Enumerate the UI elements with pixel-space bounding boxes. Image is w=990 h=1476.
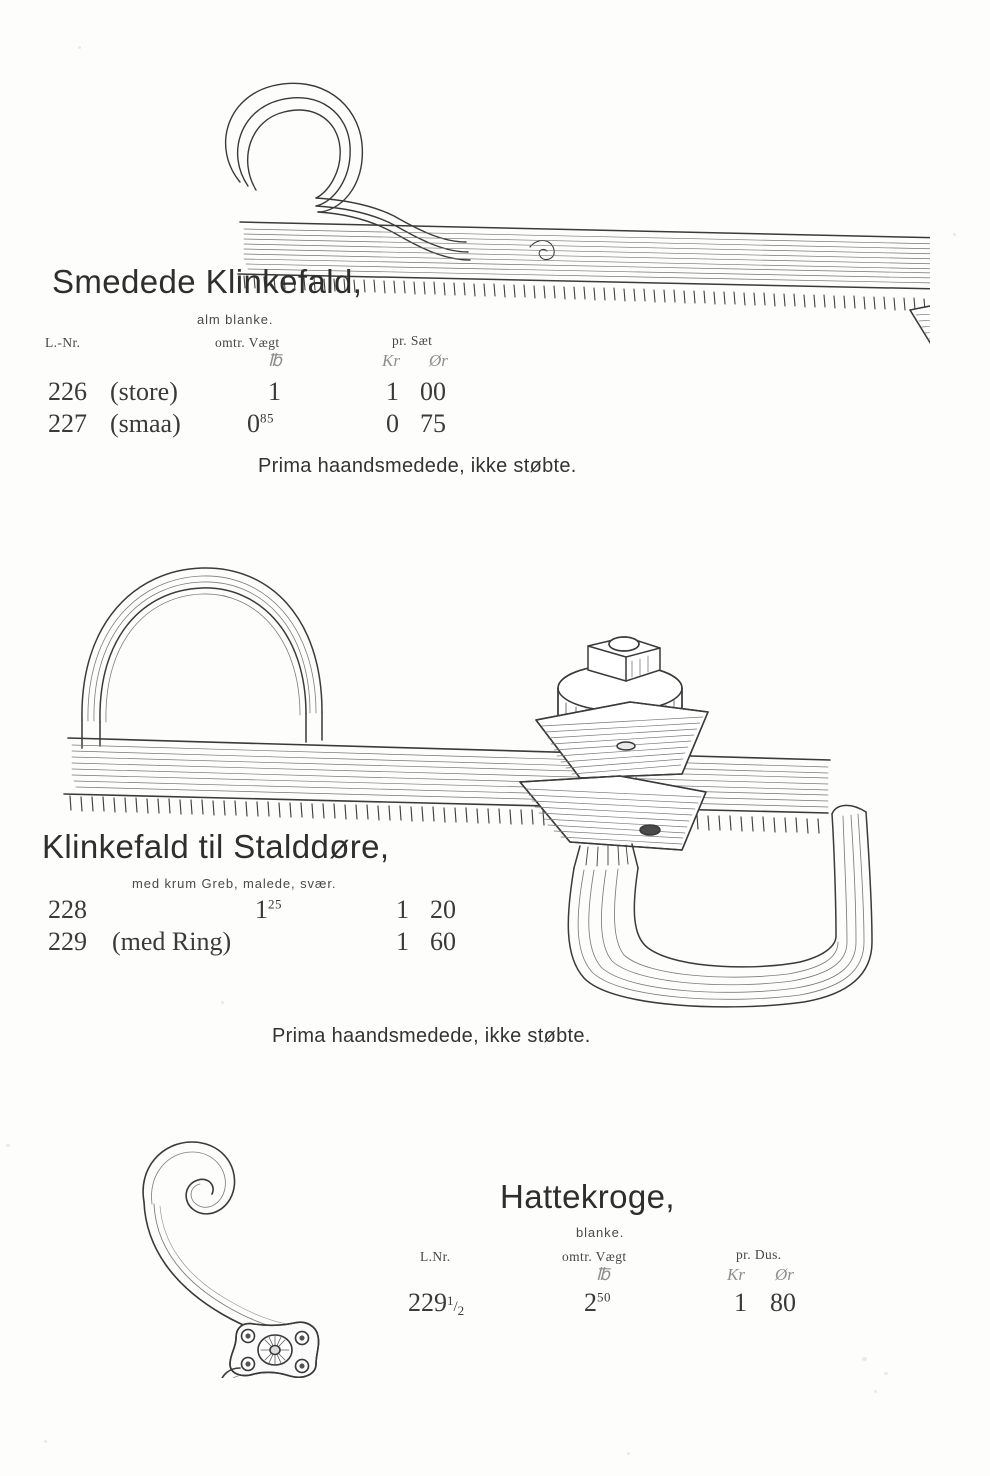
column-header-weight-3: omtr. Vægt (562, 1249, 627, 1264)
scan-speckle (953, 233, 956, 236)
column-header-weight-1: omtr. Vægt (215, 335, 280, 350)
table-row (408, 1288, 464, 1319)
section-subtitle-2: med krum Greb, malede, svær. (132, 876, 337, 891)
item-number: 229 (408, 1288, 447, 1317)
weight-superscript: 50 (597, 1289, 611, 1305)
section-footnote-2: Prima haandsmedede, ikke støbte. (272, 1025, 591, 1047)
table-row: 1 (734, 1288, 747, 1317)
illustration-hat-hook (130, 1128, 380, 1378)
weight-superscript: 25 (268, 896, 282, 912)
table-row: 229 (48, 927, 87, 956)
fraction: 1/2 (447, 1293, 465, 1318)
table-row: (smaa) (110, 409, 181, 438)
scan-speckle (78, 46, 81, 49)
scan-speckle (874, 1390, 877, 1393)
scan-speckle (6, 1144, 10, 1147)
section-title-1: Smedede Klinkefald, (52, 263, 363, 300)
scan-speckle (221, 1001, 224, 1004)
table-row: 75 (420, 409, 446, 438)
weight-value: 1 (268, 377, 281, 406)
table-row: (store) (110, 377, 178, 406)
section-subtitle-1: alm blanke. (197, 312, 274, 327)
unit-weight-1: ℔ (268, 351, 282, 370)
section-title-2: Klinkefald til Stalddøre, (42, 828, 390, 865)
weight-value: 0 (247, 409, 260, 438)
table-row (255, 895, 282, 925)
table-row: 0 (386, 409, 399, 438)
unit-kroner-3: Kr (727, 1265, 745, 1284)
table-row: 1 (386, 377, 399, 406)
scan-speckle (627, 1452, 630, 1455)
illustration-door-latch (200, 62, 930, 462)
table-row: 1 (396, 927, 409, 956)
table-row (247, 409, 274, 439)
table-row (268, 377, 281, 407)
scan-speckle (44, 1440, 47, 1443)
table-row: 00 (420, 377, 446, 406)
column-header-number-3: L.Nr. (420, 1249, 451, 1264)
section-title-3: Hattekroge, (500, 1178, 675, 1215)
table-row: (med Ring) (112, 927, 232, 956)
scan-speckle (862, 1357, 867, 1361)
table-row (584, 1288, 611, 1318)
column-header-price-1: pr. Sæt (392, 333, 433, 348)
weight-value: 1 (255, 895, 268, 924)
scan-speckle (884, 1372, 888, 1375)
table-row: 1 (396, 895, 409, 924)
table-row: 228 (48, 895, 87, 924)
weight-superscript: 85 (260, 410, 274, 426)
unit-ore-1: Ør (429, 351, 448, 370)
section-footnote-1: Prima haandsmedede, ikke støbte. (258, 455, 577, 477)
table-row: 20 (430, 895, 456, 924)
unit-ore-3: Ør (775, 1265, 794, 1284)
column-header-price-3: pr. Dus. (736, 1247, 782, 1262)
column-header-number-1: L.-Nr. (45, 335, 81, 350)
unit-weight-3: ℔ (596, 1265, 610, 1284)
section-subtitle-3: blanke. (576, 1225, 625, 1240)
table-row: 227 (48, 409, 87, 438)
table-row: 80 (770, 1288, 796, 1317)
table-row: 226 (48, 377, 87, 406)
weight-value: 2 (584, 1288, 597, 1317)
unit-kroner-1: Kr (382, 351, 400, 370)
table-row: 60 (430, 927, 456, 956)
